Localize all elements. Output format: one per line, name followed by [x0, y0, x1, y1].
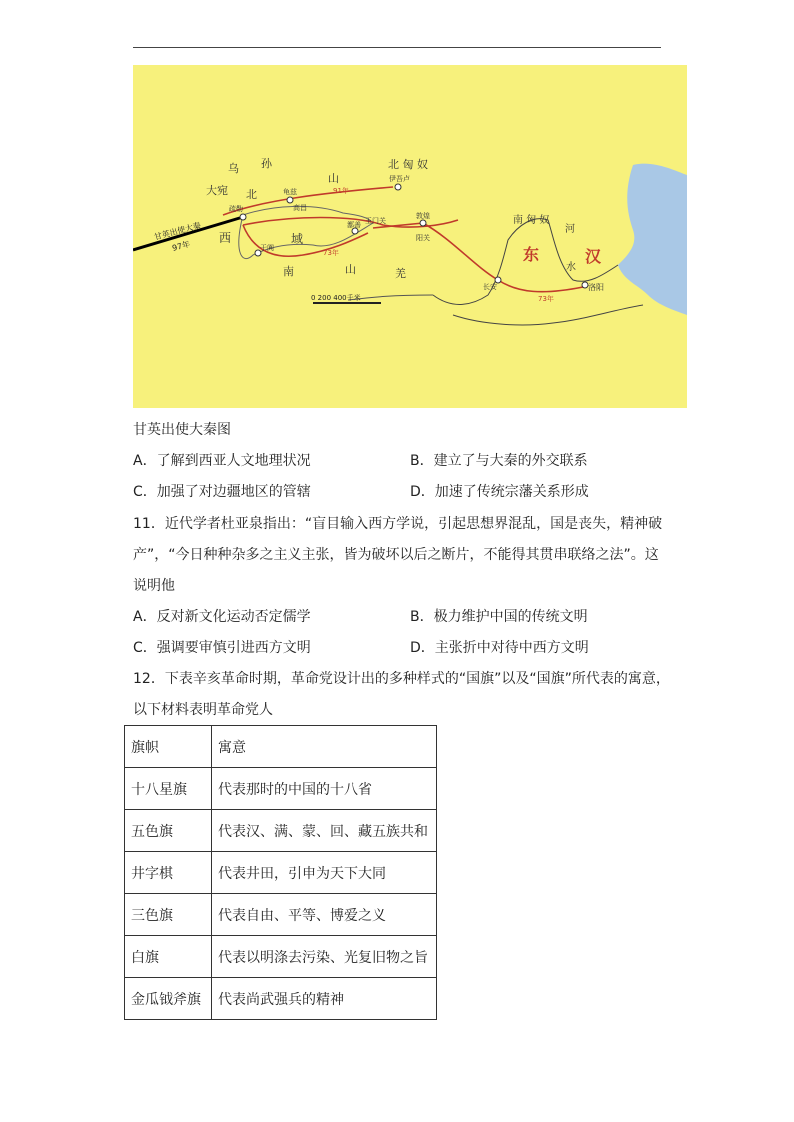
flag-name: 金瓜钺斧旗	[125, 978, 212, 1020]
q12-stem-line1: 12．下表辛亥革命时期，革命党设计出的多种样式的“国旗”以及“国旗”所代表的寓意，	[133, 671, 670, 687]
label-yumenguan: 玉门关	[365, 217, 386, 225]
label-wu: 乌	[228, 162, 239, 175]
label-dayuan: 大宛	[206, 184, 228, 197]
label-year-73b: 73年	[538, 295, 554, 303]
label-xi: 西	[219, 231, 232, 245]
label-year-73a: 73年	[323, 249, 339, 257]
label-gaochang: 高昌	[293, 204, 307, 212]
flag-name: 五色旗	[125, 810, 212, 852]
map-caption: 甘英出使大秦图	[133, 422, 231, 438]
label-nan: 南	[283, 265, 294, 278]
flag-meaning: 代表井田，引申为天下大同	[212, 852, 437, 894]
flag-meaning: 代表那时的中国的十八省	[212, 768, 437, 810]
label-beixiongnu: 北 匈 奴	[388, 158, 428, 171]
table-row	[125, 768, 437, 810]
label-han: 汉	[585, 247, 602, 266]
q10-option-d: D．加速了传统宗藩关系形成	[410, 484, 589, 500]
label-yangguan: 阳关	[416, 234, 430, 242]
label-shan: 山	[328, 172, 339, 185]
flag-name: 十八星旗	[125, 768, 212, 810]
label-nanxiongnu: 南 匈 奴	[513, 215, 550, 226]
table-row	[125, 894, 437, 936]
label-chang-an: 长安	[483, 283, 497, 291]
label-yiwulu: 伊吾卢	[389, 175, 410, 183]
table-row	[125, 810, 437, 852]
flag-name: 白旗	[125, 936, 212, 978]
table-row	[125, 936, 437, 978]
label-he: 河	[565, 224, 575, 235]
table-header-row	[125, 726, 437, 768]
q11-stem-line1: 11．近代学者杜亚泉指出：“盲目输入西方学说，引起思想界混乱，国是丧失，精神破	[133, 516, 663, 532]
label-luoyang: 洛阳	[588, 283, 604, 292]
flag-meaning: 代表汉、满、蒙、回、藏五族共和	[212, 810, 437, 852]
label-shanshan: 鄯善	[347, 221, 361, 229]
gan-ying-map	[133, 65, 687, 408]
q11-option-a: A．反对新文化运动否定儒学	[133, 609, 311, 625]
label-shule: 疏勒	[229, 205, 243, 213]
label-qiang: 羌	[395, 267, 406, 280]
header-flag: 旗帜	[125, 726, 212, 768]
header-rule	[133, 47, 661, 48]
label-sun: 孙	[261, 157, 272, 170]
dunhuang-marker	[420, 220, 426, 226]
q10-option-c: C．加强了对边疆地区的管辖	[133, 484, 311, 500]
q12-stem-line2: 以下材料表明革命党人	[133, 702, 273, 718]
flag-meaning: 代表自由、平等、博爱之义	[212, 894, 437, 936]
yiwulu-marker	[395, 184, 401, 190]
table-row	[125, 852, 437, 894]
label-gan-year: 97年	[171, 239, 192, 253]
table-row	[125, 978, 437, 1020]
label-shan2: 山	[345, 263, 356, 276]
label-dunhuang: 敦煌	[416, 212, 430, 220]
q11-option-c: C．强调要审慎引进西方文明	[133, 640, 311, 656]
flag-name: 井字棋	[125, 852, 212, 894]
flag-meaning: 代表尚武强兵的精神	[212, 978, 437, 1020]
header-meaning: 寓意	[212, 726, 437, 768]
shule-marker	[240, 214, 246, 220]
q11-option-b: B．极力维护中国的传统文明	[410, 609, 588, 625]
label-qiuci: 龟兹	[283, 188, 297, 196]
label-gan-ying: 甘英出使大秦	[153, 220, 202, 242]
q10-option-a: A．了解到西亚人文地理状况	[133, 453, 311, 469]
qiuci-marker	[287, 197, 293, 203]
map-background	[133, 65, 687, 408]
q11-option-d: D．主张折中对待中西方文明	[410, 640, 589, 656]
q11-stem-line2: 产”，“今日种种杂多之主义主张，皆为破坏以后之断片，不能得其贯串联络之法”。这	[133, 547, 659, 563]
label-dong: 东	[523, 245, 540, 264]
label-year-91: 91年	[333, 187, 349, 195]
label-scale: 0 200 400千米	[311, 294, 361, 302]
q11-stem-line3: 说明他	[133, 578, 175, 594]
label-shui: 水	[566, 262, 576, 273]
flag-name: 三色旗	[125, 894, 212, 936]
label-yutian: 于阗	[260, 244, 274, 252]
label-bei: 北	[246, 188, 257, 201]
flag-meaning: 代表以明涤去污染、光复旧物之旨	[212, 936, 437, 978]
label-yu: 域	[291, 232, 304, 246]
q10-option-b: B．建立了与大秦的外交联系	[410, 453, 588, 469]
flags-table	[124, 725, 437, 1020]
